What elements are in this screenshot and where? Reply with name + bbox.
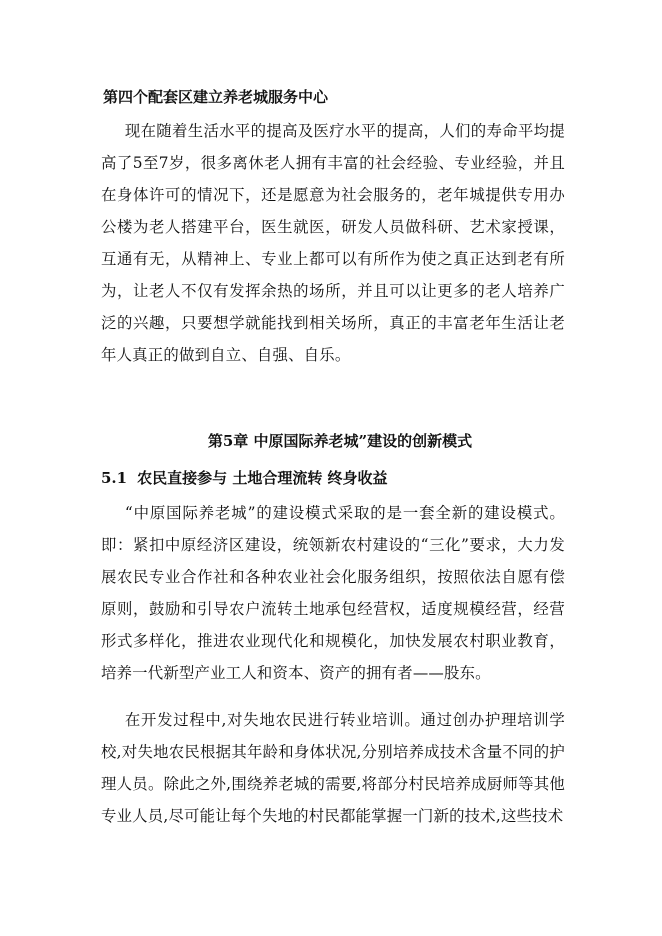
subsection-number: 5.1 xyxy=(101,469,128,487)
subsection-heading xyxy=(101,467,388,489)
subsection-title: 农民直接参与 土地合理流转 终身收益 xyxy=(137,469,388,487)
paragraph-training: 在开发过程中,对失地农民进行转业培训。通过创办护理培训学校,对失地农民根据其年龄和身体状况,分别培养成技术含量不同的护理人员。除此之外,围绕养老城的需要,将部分村民培养成厨师等其他专业人员,尽可能让每个失地的村民都能掌握一门新的技术,这些技术 xyxy=(101,711,565,825)
paragraph-construction-model: “中原国际养老城”的建设模式采取的是一套全新的建设模式。即：紧扣中原经济区建设，统领新农村建设的“三化”要求，大力发展农民专业合作社和各种农业社会化服务组织，按照依法自愿有偿原则，鼓励和引导农户流转土地承包经营权，适度规模经营，经营形式多样化，推进农业现代化和规模化，加快发展农村职业教育，培养一代新型产业工人和资本、资产的拥有者——股东。 xyxy=(101,504,565,682)
paragraph-elderly-service-center: 现在随着生活水平的提高及医疗水平的提高，人们的寿命平均提高了5至7岁，很多离休老人拥有丰富的社会经验、专业经验，并且在身体许可的情况下，还是愿意为社会服务的，老年城提供专用办公楼为老人搭建平台，医生就医，研发人员做科研、艺术家授课，互通有无，从精神上、专业上都可以有所作为使之真正达到老有所为，让老人不仅有发挥余热的场所，并且可以让更多的老人培养广泛的兴趣，只要想学就能找到相关场所，真正的丰富老年生活让老年人真正的做到自立、自强、自乐。 xyxy=(101,122,565,364)
chapter-title: 第5章 中原国际养老城”建设的创新模式 xyxy=(207,432,473,450)
section-heading: 第四个配套区建立养老城服务中心 xyxy=(103,88,329,106)
